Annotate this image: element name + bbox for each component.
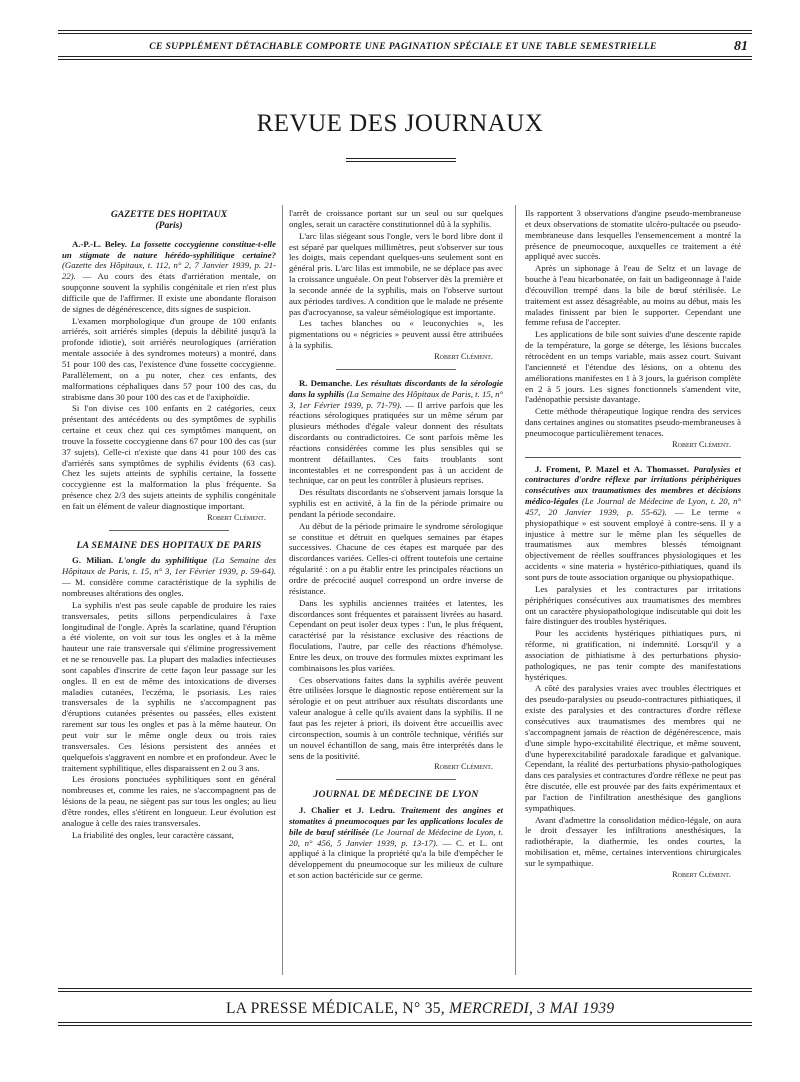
title-rule [346,158,456,159]
article-lead [62,239,276,315]
article-author: A.-P.-L. Beley. [72,238,127,249]
signature: Robert Clément. [434,762,493,772]
article-title: Paralysies et contractures d'ordre réflexe par irritations périphériques consécutives aux traumatismes des membres et décisions médico-légales [525,463,741,507]
article-paragraph: Cette méthode thérapeutique logique rendra des services dans certaines angines ou stomatites pseudo-membraneuses à pneumocoque particulièrement tenaces. [525,406,741,438]
footer-rule-top [58,988,752,989]
article-reference: (Le Journal de Médecine de Lyon, t. 20, n° 456, 5 Janvier 1939, p. 13-17). [289,826,504,848]
header-notice: CE SUPPLÉMENT DÉTACHABLE COMPORTE UNE PAGINATION SPÉCIALE ET UNE TABLE SEMESTRIELLE [149,41,657,52]
journal-heading: JOURNAL DE MÉDECINE DE LYON [313,789,479,801]
article-paragraph: Ils rapportent 3 observations d'angine pseudo-membraneuse et deux observations de stomatite ulcéro-pultacée ou pseudo-membraneuse dans lesquelles l'ensemencement a montré la présence de pneumocoque, auxquelles ce traitement a été appliqué avec succès. [525,208,741,262]
article-author: R. Demanche. [299,377,353,388]
article-reference: (La Semaine des Hôpitaux de Paris, t. 15, n° 3, 1er Février 1939, p. 59-64). [62,555,277,577]
article-paragraph: Ces observations faites dans la syphilis avérée peuvent être utilisées lorsque le diagnostic repose entièrement sur la sérologie et on peut attribuer aux résultats discordants une valeur analogue à celle qu'ils avaient dans la syphilis. Il ne faut pas les rejeter à priori, ils doivent être accueillis avec circonspection, soumis à un contrôle technique, vérifiés sur un nouvel échantillon de sang, mais être interprétés dans le sens de la positivité. [289,674,503,761]
article-lead [289,378,503,486]
article-paragraph: Avant d'admettre la consolidation médico-légale, on aura le droit d'essayer les infiltrations anesthésiques, la radiothérapie, la diathermie, les ondes courtes, la mobilisation et, même, certaines interventions chirurgicales sur le sympathique. [525,814,741,868]
signature: Robert Clément. [434,351,493,361]
article-title: La fossette coccygienne constitue-t-elle un stigmate de nature hérédo-syphilitique certaine? [62,238,276,260]
article-lead [525,464,741,583]
column-1 [62,208,276,841]
signature: Robert Clément. [672,439,731,449]
article-paragraph: La syphilis n'est pas seule capable de produire les raies transversales, petits sillons perpendiculaires à l'axe longitudinal de l'ongle. Après la scarlatine, quand l'éruption a été violente, on voit sur tous les ongles et à la même hauteur une raie transversale qui s'élimine progressivement et ne se renouvelle pas. La plupart des maladies infectieuses sont capables d'inscrire de cette façon leur passage sur les ongles. Il en est de même des intoxications de diverses maladies cutanées, l'eczéma, le psoriasis. Les raies transversales de la syphilis ne s'accompagnent pas d'éruptions cutanées présentes ou passées, elles existent rarement sur tous les ongles et pas à la même hauteur. On peut voir sur le même ongle deux ou trois raies transversales. Ces lésions persistent des années et quelquefois s'aggravent en nombre et en profondeur. Avec le traitement syphilitique, elles disparaissent en 2 ou 3 ans. [62,599,276,773]
journal-heading: LA SEMAINE DES HOPITAUX DE PARIS [76,539,262,551]
footer-issue: N° 35, [402,1000,445,1017]
header-rule-bottom-2 [58,59,752,60]
article-text: — M. considère comme caractéristique de la syphilis de nombreuses altérations des ongles. [62,577,276,598]
article-text: — Au cours des états d'arriération mentale, on soupçonne souvent la syphilis congénitale et rien n'est plus difficile que de l'affirmer. Il existe une abondante floraison de signes de dégénérescence, dits signes de suspicion. [62,271,276,314]
article-author: J. Froment, P. Mazel et A. Thomasset. [535,463,690,474]
signature: Robert Clément. [672,869,731,879]
column-2 [289,208,503,882]
article-paragraph: Après un siphonage à l'eau de Seltz et un lavage de bouche à l'eau bicarbonatée, on fait un badigeonnage à l'aide d'écouvillon trempé dans la bile de bœuf stérilisée. Le traitement est assez désagréable, au moins au début, mais les malades finissent par bien le supporter. Cependant une femme refusa de l'accepter. [525,263,741,328]
section-separator [336,779,456,780]
section-separator [525,457,741,458]
section-separator [109,530,229,531]
section-separator [336,369,456,370]
footer-rule-top-2 [58,991,752,992]
page-number: 81 [734,39,748,54]
article-paragraph: Les taches blanches ou « leuconychies », les pigmentations ou « négricies » peuvent aussi être attribuées à la syphilis. [289,318,503,351]
article-paragraph: l'arrêt de croissance portant sur un seul ou sur quelques ongles, serait un caractère constitutionnel dû à la syphilis. [289,208,503,229]
article-title: L'ongle du syphilitique [118,555,208,566]
article-lead [289,805,503,881]
footer-rule-bottom [58,1022,752,1023]
article-paragraph: Des résultats discordants ne s'observent jamais lorsque la syphilis est en activité, à la fin de la période primaire ou pendant la période secondaire. [289,487,503,519]
footer-date: MERCREDI, 3 MAI 1939 [449,1000,615,1017]
article-reference: (La Semaine des Hôpitaux de Paris, t. 15, n° 3, 1er Février 1939, p. 71-79). [289,388,503,410]
title-rule-2 [346,161,456,162]
article-paragraph: L'arc lilas siégeant sous l'ongle, vers le bord libre dont il est séparé par quelques millimètres, peut s'observer sur tous les doigts, mais cependant quelques-uns seulement sont en général pris. L'arc lilas est immobile, ne se déplace pas avec la croissance unguéale. On peut l'observer dès la première et la seconde année de la syphilis, mais on l'observe surtout aux périodes tardives. A condition que le malade ne présente pas d'acrocyanose, sa valeur séméiologique est importante. [289,230,503,317]
article-author: J. Chalier et J. Ledru. [299,805,395,816]
footer-line [226,1000,614,1018]
article-paragraph: A côté des paralysies vraies avec troubles électriques et des pseudo-paralysies ou pseudo-contractures pithiatiques, il existe des paralysies et des contractures d'ordre réflexe consécutives aux traumatismes des membres qui ne s'accompagnent jamais de réaction de dégénérescence, mais d'une simple hypo-excitabilité électrique, et même souvent, d'une hyperexcitabilité paradoxale faradique et galvanique. Cependant, la réalité des perturbations physio-pathologiques dans ces paralysies et contractures d'ordre réflexe ne peut pas être discutée, elle est prouvée par des faits expérimentaux et par l'action de l'infiltration anesthésique des ganglions sympathiques. [525,683,741,813]
article-paragraph: Les applications de bile sont suivies d'une descente rapide de la température, la gorge se déterge, les lésions buccales rétrocèdent en un temps variable, mais assez court. Suivant l'ancienneté et l'étendue des lésions, on a obtenu des améliorations manifestes en 1 à 3 jours, la guérison complète en 2 à 5 jours. Les signes fonctionnels s'amendent vite, l'adénopathie persiste davantage. [525,329,741,405]
article-reference: (Gazette des Hôpitaux, t. 112, n° 2, 7 Janvier 1939, p. 21-22). [62,260,276,282]
column-3 [525,208,741,882]
journal-heading: GAZETTE DES HOPITAUX [110,209,228,220]
article-title: Les résultats discordants de la sérologie dans la syphilis [289,377,504,399]
article-text: — C. et L. ont appliqué à la clinique la propriété qu'a la bile d'empêcher le développement du pneumocoque sur les milieux de culture et son action bactéricide sur ce germe. [289,837,503,881]
footer-rule-bottom-2 [58,1025,752,1026]
article-paragraph: Dans les syphilis anciennes traitées et latentes, les discordances sont fréquentes et paraissent livrées au hasard. Cependant on peut isoler deux types : l'un, le plus fréquent, caractérisé par la résistance exclusive des réactions de floculations, l'autre, par celle des réactions d'hémolyse. Entre les deux, on trouve des formules mixtes exprimant les combinaisons les plus variées. [289,597,503,673]
article-text: — Le terme « physiopathique » est souvent employé à contre-sens. Il y a injustice à mettre sur le même plan les séquelles de traumatismes aux membres blessés témoignant objectivement de réelles souffrances physiologiques et les accidents « sine materia » hystérico-pithiatiques, quand ils sont purs de toute association organique ou physiopathique. [525,506,741,582]
column-divider-1 [282,205,283,975]
article-reference: (Le Journal de Médecine de Lyon, t. 20, n° 457, 20 Janvier 1939, p. 55-62). [525,496,742,517]
article-paragraph: La friabilité des ongles, leur caractère cassant, [72,829,234,840]
article-paragraph: L'examen morphologique d'un groupe de 100 enfants arriérés, soit arriérés simples (depuis la débilité jusqu'à la profonde idiotie), soit arriérés neurologiques (arriération mentale associée à des syndromes moteurs) a montré, dans 51 pour 100 des cas, l'existence d'une fossette coccygienne. Parallèlement, on a pu noter, chez ces enfants, des malformations céphaliques dans 57 pour 100 des cas, du strabisme dans 30 pour 100 des cas et de l'axiphoïdie. [62,315,276,402]
header-rule-bottom [58,56,752,57]
article-lead [62,555,276,598]
article-text: — Il arrive parfois que les réactions sérologiques pratiquées sur un même sérum par plusieurs méthodes d'égale valeur donnent des résultats discordants ou contradictoires. Ce sont parfois même les réactions considérées comme les plus sensibles qui se montrent défaillantes. Ces faits troublants sont incontestables et ne correspondent pas à un accident de technique, car on peut les contrôler à plusieurs reprises. [289,399,503,486]
article-paragraph: Les paralysies et les contractures par irritations périphériques consécutives aux traumatismes des membres ont un caractère physiopathologique indiscutable qui doit les faire distinguer des troubles hystériques. [525,583,741,627]
article-author: G. Milian. [72,555,114,566]
article-paragraph: Si l'on divise ces 100 enfants en 2 catégories, ceux présentant des antécédents ou des symptômes de syphilis certaine et ceux chez qui ces symptômes manquent, on trouve la fossette coccygienne dans 67 pour 100 des cas (sur 37 sujets). Celle-ci n'existe que dans 41 pour 100 des cas d'arriérés sans symptômes de syphilis évidents (63 cas). Chez les sujets atteints de syphilis certaine, la fossette coccygienne est la malformation la plus fréquente. Sa présence chez 2/3 des sujets atteints de syphilis congénitale en fait un élément de valeur diagnostique important. [62,403,276,511]
header-rule-top [58,30,752,31]
footer-journal: LA PRESSE MÉDICALE, [226,1000,399,1017]
column-divider-2 [515,205,516,975]
article-title: Traitement des angines et stomatites à pneumocoques par les applications locales de bile de bœuf stérilisée [289,805,504,837]
article-paragraph: Pour les accidents hystériques pithiatiques purs, ni réforme, ni gratification, ni indemnité. Lorsqu'il y a association de pithiatisme à des perturbations physio-pathologiques, ne pas tenir compte des manifestations hystériques. [525,628,741,682]
journal-city: (Paris) [155,219,183,231]
signature: Robert Clément. [207,512,266,522]
article-paragraph: Au début de la période primaire le syndrome sérologique se constitue et détruit en quelques semaines par étapes successives. Chacune de ces étapes est marquée par des discordances variées. Celles-ci offrent toutefois une certaine régularité : on a pu établir entre les principales réactions un ordre de précocité auquel correspond un ordre inverse de résistance. [289,520,503,596]
page-title: REVUE DES JOURNAUX [256,110,544,137]
header-rule-top-2 [58,33,752,34]
article-paragraph: Les érosions ponctuées syphilitiques sont en général nombreuses et, comme les raies, ne s'accompagnent pas de lésions de la peau, ne siègent pas sur tous les ongles; au lieu d'être rondes, elles s'étirent en longueur. Leur évolution est analogue à celle des raies transversales. [62,774,276,828]
